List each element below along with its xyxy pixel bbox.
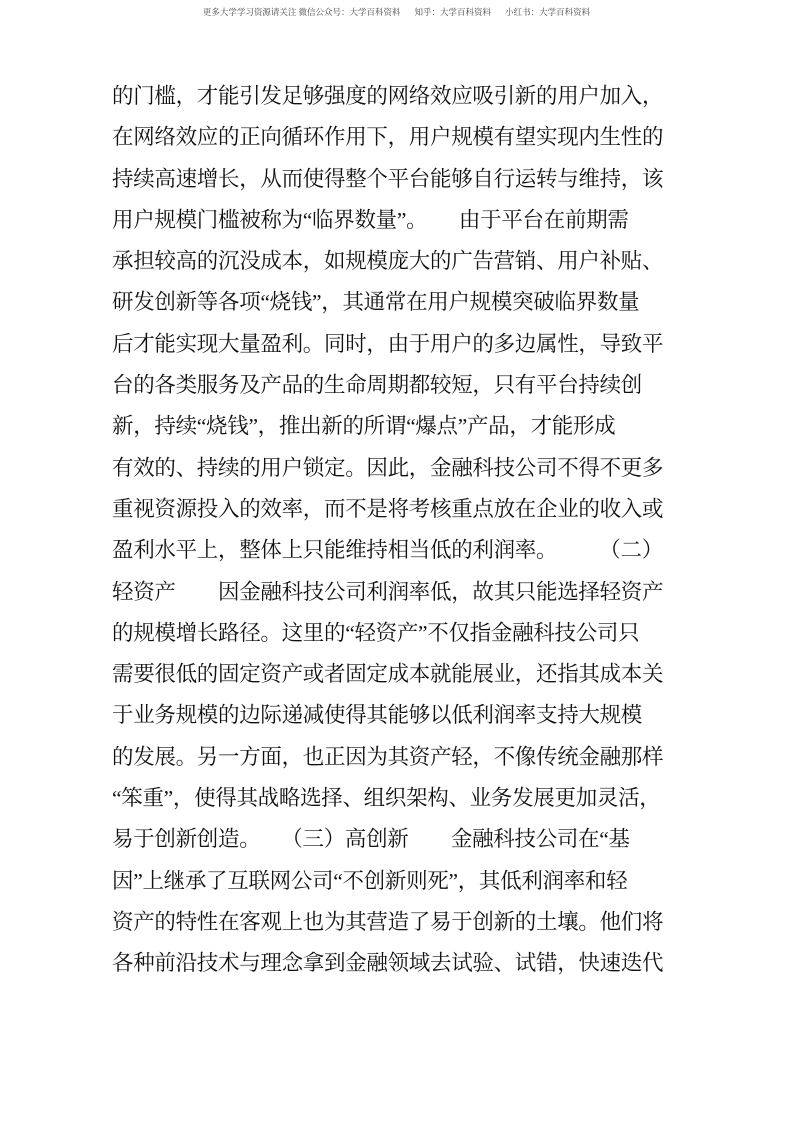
text-line: 盈利水平上，整体上只能维持相当低的利润率。 （二） bbox=[112, 538, 663, 563]
text-line: 的规模增长路径。这里的“轻资产”不仅指金融科技公司只 bbox=[112, 620, 640, 645]
text-line: 的门槛，才能引发足够强度的网络效应吸引新的用户加入， bbox=[112, 84, 664, 108]
text-line: 因”上继承了互联网公司“不创新则死”，其低利润率和轻 bbox=[112, 868, 628, 893]
text-line: 用户规模门槛被称为“临界数量”。 由于平台在前期需 bbox=[112, 207, 629, 232]
text-line: 后才能实现大量盈利。同时，由于用户的多边属性，导致平 bbox=[112, 331, 664, 356]
text-line: 持续高速增长，从而使得整个平台能够自行运转与维持，该 bbox=[112, 166, 664, 191]
text-line: 于业务规模的边际递减使得其能够以低利润率支持大规模 bbox=[112, 703, 643, 728]
text-line: 需要很低的固定资产或者固定成本就能展业，还指其成本关 bbox=[112, 662, 664, 687]
text-line: 在网络效应的正向循环作用下，用户规模有望实现内生性的 bbox=[112, 125, 664, 150]
text-line: 新，持续“烧钱”，推出新的所谓“爆点”产品，才能形成 bbox=[112, 414, 616, 439]
header-xiaohongshu-note: 小红书：大学百科资料 bbox=[505, 7, 591, 17]
header-zhihu-note: 知乎：大学百科资料 bbox=[414, 7, 492, 17]
text-line: “笨重”，使得其战略选择、组织架构、业务发展更加灵活， bbox=[112, 786, 661, 811]
text-line: 的发展。另一方面，也正因为其资产轻，不像传统金融那样 bbox=[112, 744, 664, 769]
text-line: 承担较高的沉没成本，如规模庞大的广告营销、用户补贴、 bbox=[112, 249, 664, 274]
text-line: 轻资产 因金融科技公司利润率低，故其只能选择轻资产 bbox=[112, 579, 664, 604]
text-line: 有效的、持续的用户锁定。因此，金融科技公司不得不更多 bbox=[112, 455, 664, 480]
text-line: 研发创新等各项“烧钱”，其通常在用户规模突破临界数量 bbox=[112, 290, 640, 315]
text-line: 重视资源投入的效率，而不是将考核重点放在企业的收入或 bbox=[112, 496, 664, 521]
text-line: 资产的特性在客观上也为其营造了易于创新的土壤。他们将 bbox=[112, 909, 664, 934]
page-header bbox=[0, 6, 793, 18]
text-line: 易于创新创造。 （三）高创新 金融科技公司在“基 bbox=[112, 827, 630, 852]
header-wechat-note: 更多大学学习资源请关注 微信公众号：大学百科资料 bbox=[202, 7, 401, 17]
text-line: 台的各类服务及产品的生命周期都较短，只有平台持续创 bbox=[112, 373, 643, 398]
document-body bbox=[112, 76, 684, 985]
text-line: 各种前沿技术与理念拿到金融领域去试验、试错，快速迭代 bbox=[112, 951, 664, 976]
